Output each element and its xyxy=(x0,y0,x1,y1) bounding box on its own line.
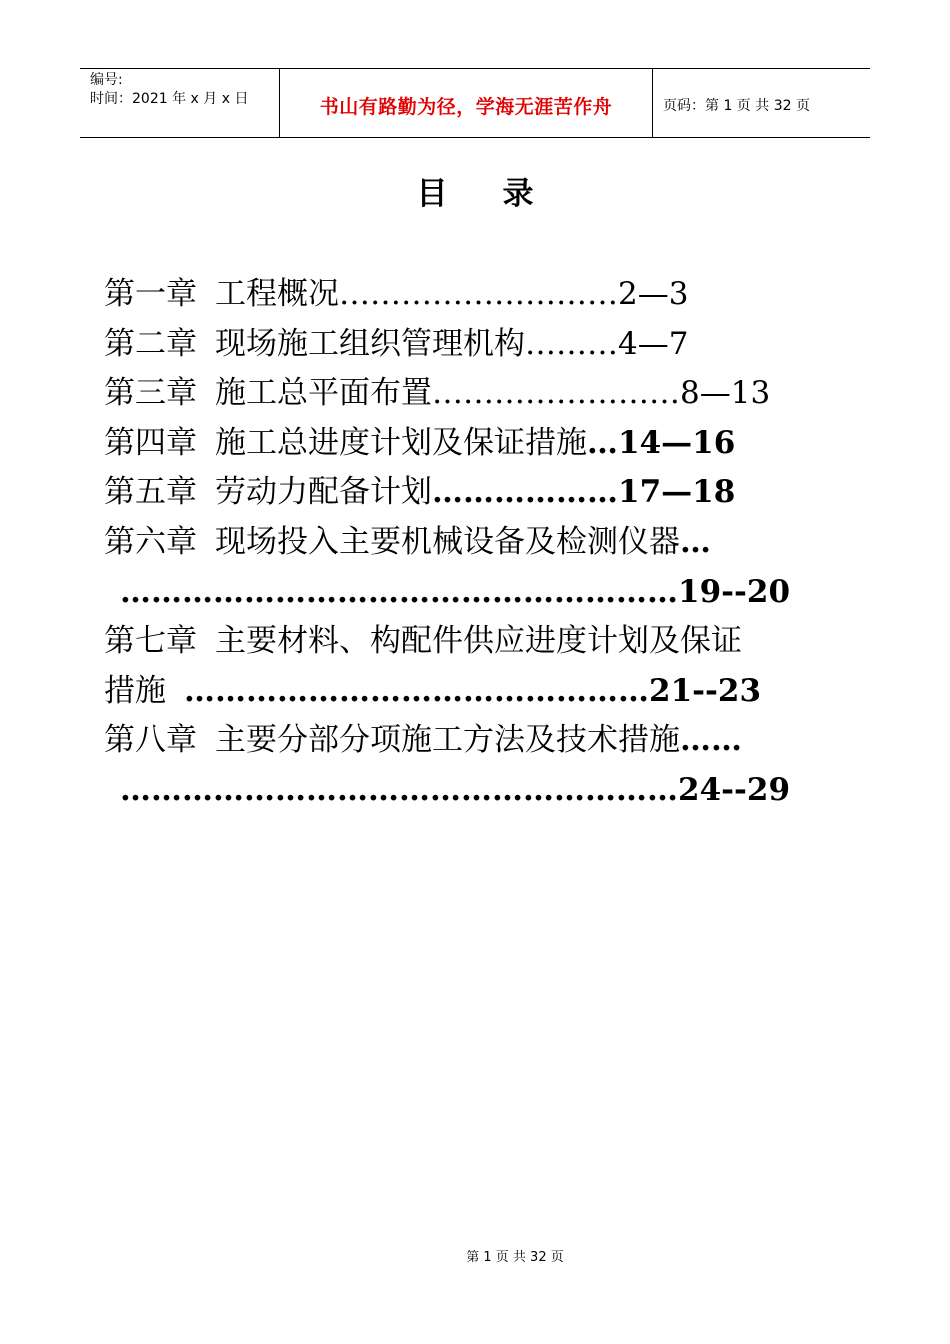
document-date-label: 时间：2021 年 x 月 x 日 xyxy=(90,91,249,107)
toc-entry-chapter-7-continued[interactable] xyxy=(104,667,864,717)
page-header xyxy=(80,68,870,138)
toc-leader-dots: ……………………………………… xyxy=(184,672,649,709)
toc-chapter-number: 第五章 xyxy=(104,474,197,511)
toc-entry-chapter-8[interactable] xyxy=(104,716,864,766)
document-number-label: 编号: xyxy=(90,72,123,88)
toc-entry-chapter-8-continued[interactable] xyxy=(104,766,864,816)
toc-page-range: 19--20 xyxy=(678,573,791,610)
page-footer: 第 1 页 共 32 页 xyxy=(466,1250,564,1265)
toc-leader-dots: …… xyxy=(680,722,742,759)
toc-chapter-title: 现场施工组织管理机构 xyxy=(215,325,525,362)
toc-leader-dots: ……………………… xyxy=(339,276,618,312)
toc-chapter-title: 主要材料、构配件供应进度计划及保证 xyxy=(215,623,742,660)
toc-page-range: 4—7 xyxy=(618,325,689,362)
toc-entry-chapter-6-continued[interactable] xyxy=(104,568,864,618)
toc-entry-chapter-5[interactable] xyxy=(104,468,864,518)
toc-leader-dots: ……………………………………………… xyxy=(120,573,678,610)
header-info-cell xyxy=(80,69,280,137)
table-of-contents xyxy=(104,270,864,816)
toc-leader-dots: … xyxy=(680,523,711,560)
toc-page-range: 2—3 xyxy=(618,276,689,312)
toc-chapter-title: 工程概况 xyxy=(215,276,339,312)
toc-entry-chapter-6[interactable] xyxy=(104,518,864,568)
toc-leader-dots: …………………… xyxy=(432,375,680,412)
toc-chapter-title: 施工总进度计划及保证措施 xyxy=(215,424,587,461)
toc-page-range: 14—16 xyxy=(618,424,736,461)
toc-chapter-number: 第六章 xyxy=(104,523,197,560)
toc-page-range: 17—18 xyxy=(618,474,736,511)
toc-entry-chapter-1[interactable] xyxy=(104,270,864,320)
header-page-info: 页码：第 1 页 共 32 页 xyxy=(663,98,810,114)
header-motto: 书山有路勤为径，学海无涯苦作舟 xyxy=(319,95,613,118)
toc-entry-chapter-2[interactable] xyxy=(104,320,864,370)
toc-leader-dots: ……………………………………………… xyxy=(120,771,678,808)
toc-leader-dots: … xyxy=(587,424,618,461)
header-page-cell xyxy=(653,69,870,137)
header-motto-cell xyxy=(280,69,653,137)
toc-chapter-number: 第二章 xyxy=(104,325,197,362)
toc-entry-chapter-4[interactable] xyxy=(104,419,864,469)
toc-leader-dots: ……………… xyxy=(432,474,618,511)
toc-page-range: 24--29 xyxy=(678,771,791,808)
toc-entry-chapter-3[interactable] xyxy=(104,369,864,419)
toc-chapter-number: 第一章 xyxy=(104,276,197,312)
toc-leader-dots: ……… xyxy=(525,325,618,362)
toc-chapter-title: 施工总平面布置 xyxy=(215,375,432,412)
page-title: 目录 xyxy=(416,176,589,212)
toc-chapter-number: 第八章 xyxy=(104,722,197,759)
toc-chapter-title: 主要分部分项施工方法及技术措施 xyxy=(215,722,680,759)
toc-page-range: 8—13 xyxy=(680,375,771,412)
toc-chapter-title: 劳动力配备计划 xyxy=(215,474,432,511)
toc-chapter-number: 第七章 xyxy=(104,623,197,660)
toc-chapter-number: 第四章 xyxy=(104,424,197,461)
toc-chapter-title: 现场投入主要机械设备及检测仪器 xyxy=(215,523,680,560)
toc-page-range: 21--23 xyxy=(649,672,762,709)
toc-chapter-number: 第三章 xyxy=(104,375,197,412)
toc-entry-chapter-7[interactable] xyxy=(104,617,864,667)
toc-chapter-title-continued: 措施 xyxy=(104,672,166,709)
